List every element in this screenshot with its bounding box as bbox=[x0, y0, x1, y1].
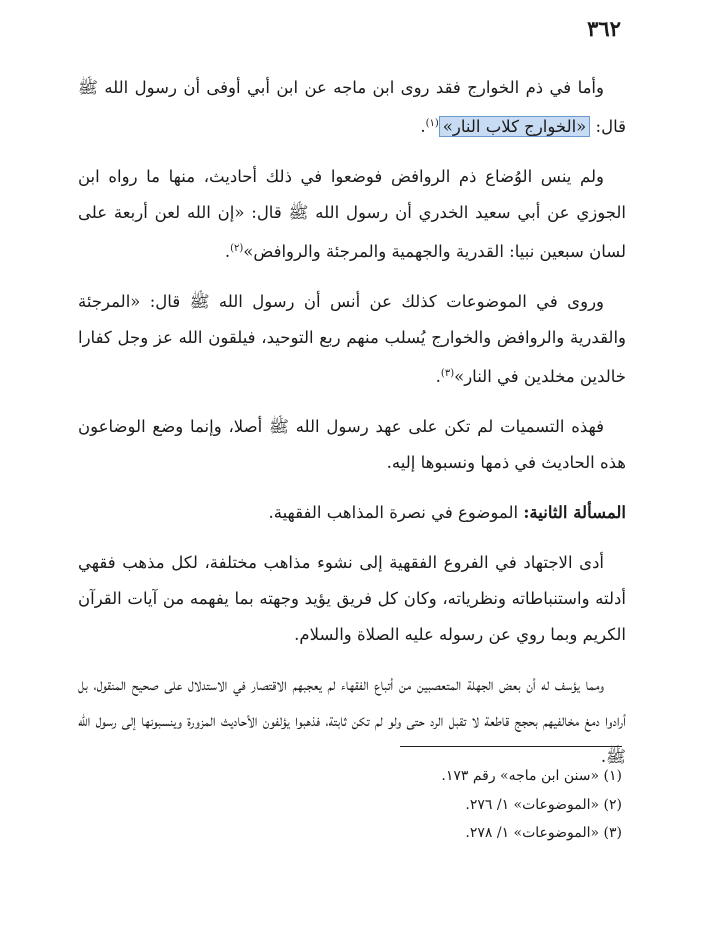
paragraph-text: وأما في ذم الخوارج فقد روى ابن ماجه عن ابن أبي أوفى أن رسول الله ﷺ قال: bbox=[78, 78, 626, 136]
footnote-ref-3: (٣) bbox=[440, 368, 455, 379]
section-heading bbox=[78, 495, 626, 531]
paragraph-taassub bbox=[78, 667, 626, 775]
footnote-1: (١) «سنن ابن ماجه» رقم ١٧٣. bbox=[441, 768, 622, 784]
paragraph-text: ولم ينس الوُضاع ذم الروافض فوضعوا في ذلك أحاديث، منها ما رواه ابن الجوزي عن أبي سعيد الخدري أن رسول الله ﷺ قال: «إن الله لعن أربعة على لسان سبعين نبيا: القدرية والجهمية والمرجئة والروافض» bbox=[78, 167, 626, 261]
paragraph-khawarij bbox=[78, 70, 626, 145]
heading-label: المسألة الثانية: bbox=[523, 503, 626, 522]
footnotes bbox=[300, 762, 622, 848]
paragraph-tasmiyat bbox=[78, 409, 626, 481]
paragraph-mawduat bbox=[78, 284, 626, 395]
paragraph-text: فهذه التسميات لم تكن على عهد رسول الله ﷺ أصلا، وإنما وضع الوضاعون هذه الحاديث في ذمها ونسبوها إليه. bbox=[78, 417, 626, 472]
footnote-2: (٢) «الموضوعات» ١/ ٢٧٦. bbox=[465, 796, 622, 813]
footnote-divider bbox=[400, 746, 622, 747]
paragraph-rawafid bbox=[78, 159, 626, 270]
selected-text-highlight[interactable]: «الخوارج كلاب النار» bbox=[439, 116, 591, 137]
paragraph-text: ومما يؤسف له أن بعض الجهلة المتعصبين من أتباع الفقهاء لم يعجبهم الاقتصار في الاستدلال على صحيح المنقول، بل أرادوا دمغ مخالفيهم بحجج قاطعة لا تقبل الرد حتى ولو لم تكن ثابتة، فذهبوا يؤلفون الأحاديث المزورة وينسبونها إلى رسول الله ﷺ. bbox=[78, 675, 626, 766]
paragraph-text: أدى الاجتهاد في الفروع الفقهية إلى نشوء مذاهب مختلفة، لكل مذهب فقهي أدلته واستنباطاته ونظرياته، وكان كل فريق يؤيد وجهته بما يفهمه من آيات القرآن الكريم وبما روي عن رسوله عليه الصلاة والسلام. bbox=[78, 553, 626, 644]
heading-text: الموضوع في نصرة المذاهب الفقهية. bbox=[268, 503, 524, 522]
main-text bbox=[78, 70, 626, 789]
paragraph-end: . bbox=[224, 242, 231, 261]
footnote-3: (٣) «الموضوعات» ١/ ٢٧٨. bbox=[465, 825, 622, 841]
footnote-ref-1: (١) bbox=[425, 118, 439, 129]
paragraph-end: . bbox=[420, 117, 426, 136]
page-number: ٣٦٢ bbox=[587, 16, 621, 41]
paragraph-text: وروى في الموضوعات كذلك عن أنس أن رسول الله ﷺ قال: «المرجئة والقدرية والروافض والخوارج يُسلب منهم ربع التوحيد، فيلقون الله عز وجل كفارا خالدين مخلدين في النار» bbox=[78, 292, 626, 386]
paragraph-end: . bbox=[435, 367, 441, 386]
paragraph-ijtihad bbox=[78, 545, 626, 653]
footnote-ref-2: (٢) bbox=[230, 243, 244, 254]
